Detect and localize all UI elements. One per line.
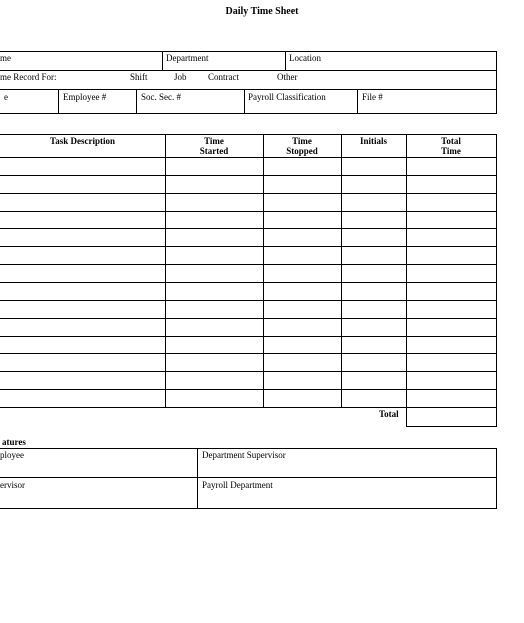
- department-field[interactable]: Department: [166, 53, 209, 63]
- table-row: [0, 246, 497, 247]
- sig-top-line: [0, 448, 497, 449]
- info-divider: [162, 51, 163, 70]
- location-field[interactable]: Location: [289, 53, 321, 63]
- employee-number-field[interactable]: Employee #: [63, 92, 107, 102]
- file-number-field[interactable]: File #: [362, 92, 383, 102]
- signatures-heading: atures: [2, 437, 26, 447]
- table-row: [0, 336, 497, 337]
- sig-mid-line: [0, 477, 497, 478]
- table-row: [0, 371, 497, 372]
- table-top-line: [0, 134, 497, 135]
- header-total-time: Total Time: [441, 136, 461, 156]
- payroll-department-signature[interactable]: Payroll Department: [202, 480, 273, 490]
- table-row: [0, 264, 497, 265]
- date-field[interactable]: e: [4, 92, 8, 102]
- table-row: [0, 282, 497, 283]
- info-divider: [58, 89, 59, 113]
- table-right-border: [496, 134, 497, 427]
- name-field[interactable]: me: [0, 53, 11, 63]
- table-row: [0, 318, 497, 319]
- page-title: Daily Time Sheet: [225, 6, 299, 17]
- table-row: [0, 211, 497, 212]
- soc-sec-field[interactable]: Soc. Sec. #: [141, 92, 181, 102]
- job-option[interactable]: Job: [174, 72, 187, 82]
- sig-right-border: [496, 448, 497, 509]
- payroll-classification-field[interactable]: Payroll Classification: [248, 92, 326, 102]
- info-divider: [357, 89, 358, 113]
- shift-option[interactable]: Shift: [130, 72, 148, 82]
- table-row: [0, 228, 497, 229]
- info-divider: [244, 89, 245, 113]
- record-for-label: me Record For:: [0, 72, 57, 82]
- employee-signature[interactable]: ployee: [0, 450, 24, 460]
- sig-divider: [197, 448, 198, 509]
- sig-bottom-line: [0, 508, 497, 509]
- total-label: Total: [379, 409, 399, 419]
- total-time-cell[interactable]: [407, 409, 496, 426]
- table-header-line: [0, 157, 497, 158]
- info-line-2: [0, 89, 497, 90]
- department-supervisor-signature[interactable]: Department Supervisor: [202, 450, 286, 460]
- header-time-started: Time Started: [199, 136, 229, 156]
- table-row: [0, 193, 497, 194]
- table-row: [0, 353, 497, 354]
- other-option[interactable]: Other: [277, 72, 298, 82]
- info-line-1: [0, 70, 497, 71]
- header-time-stopped: Time Stopped: [286, 136, 318, 156]
- header-task-description: Task Description: [50, 136, 115, 146]
- total-box-bottom: [406, 426, 497, 427]
- table-row: [0, 407, 497, 408]
- contract-option[interactable]: Contract: [208, 72, 239, 82]
- info-divider: [285, 51, 286, 70]
- info-top-line: [0, 51, 497, 52]
- info-right-border: [496, 51, 497, 114]
- table-row: [0, 389, 497, 390]
- supervisor-signature[interactable]: ervisor: [0, 480, 25, 490]
- table-row: [0, 175, 497, 176]
- table-col-divider: [406, 134, 407, 427]
- table-row: [0, 300, 497, 301]
- header-initials: Initials: [359, 136, 387, 146]
- info-divider: [136, 89, 137, 113]
- info-bottom-line: [0, 113, 497, 114]
